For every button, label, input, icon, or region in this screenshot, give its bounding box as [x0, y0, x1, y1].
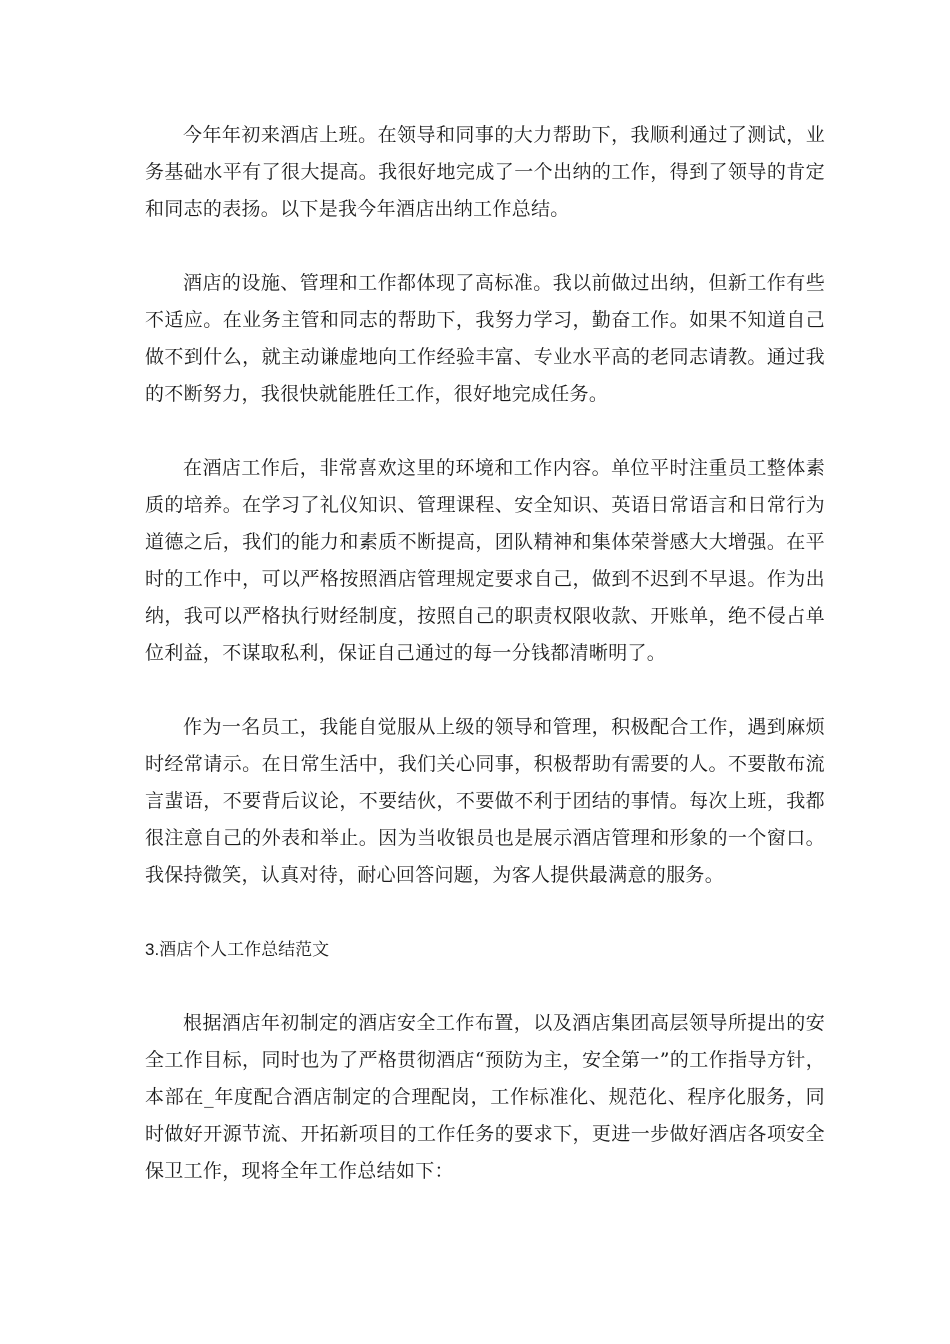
paragraph-spacer [145, 228, 825, 265]
paragraph-3: 在酒店工作后，非常喜欢这里的环境和工作内容。单位平时注重员工整体素质的培养。在学习了礼仪知识、管理课程、安全知识、英语日常语言和日常行为道德之后，我们的能力和素质不断提高，团队精神和集体荣誉感大大增强。在平时的工作中，可以严格按照酒店管理规定要求自己，做到不迟到不早退。作为出纳，我可以严格执行财经制度，按照自己的职责权限收款、开账单，绝不侵占单位利益，不谋取私利，保证自己通过的每一分钱都清晰明了。 [145, 457, 825, 664]
section-heading: 3.酒店个人工作总结范文 [145, 940, 330, 959]
section-paragraph: 根据酒店年初制定的酒店安全工作布置，以及酒店集团高层领导所提出的安全工作目标，同时也为了严格贯彻酒店“预防为主，安全第一”的工作指导方针，本部在_年度配合酒店制定的合理配岗，工作标准化、规范化、程序化服务，同时做好开源节流、开拓新项目的工作任务的要求下，更进一步做好酒店各项安全保卫工作，现将全年工作总结如下： [145, 1012, 825, 1182]
paragraph-spacer [145, 672, 825, 709]
paragraph-4: 作为一名员工，我能自觉服从上级的领导和管理，积极配合工作，遇到麻烦时经常请示。在日常生活中，我们关心同事，积极帮助有需要的人。不要散布流言蜚语，不要背后议论，不要结伙，不要做不利于团结的事情。每次上班，我都很注意自己的外表和举止。因为当收银员也是展示酒店管理和形象的一个窗口。我保持微笑，认真对待，耐心回答问题，为客人提供最满意的服务。 [145, 716, 825, 886]
document-body [145, 117, 825, 1190]
paragraph-spacer [145, 968, 825, 1005]
paragraph-spacer [145, 413, 825, 450]
paragraph-2: 酒店的设施、管理和工作都体现了高标准。我以前做过出纳，但新工作有些不适应。在业务主管和同志的帮助下，我努力学习，勤奋工作。如果不知道自己做不到什么，就主动谦虚地向工作经验丰富、专业水平高的老同志请教。通过我的不断努力，我很快就能胜任工作，很好地完成任务。 [145, 272, 825, 405]
paragraph-1: 今年年初来酒店上班。在领导和同事的大力帮助下，我顺利通过了测试，业务基础水平有了很大提高。我很好地完成了一个出纳的工作，得到了领导的肯定和同志的表扬。以下是我今年酒店出纳工作总结。 [145, 124, 825, 220]
paragraph-spacer [145, 894, 825, 931]
